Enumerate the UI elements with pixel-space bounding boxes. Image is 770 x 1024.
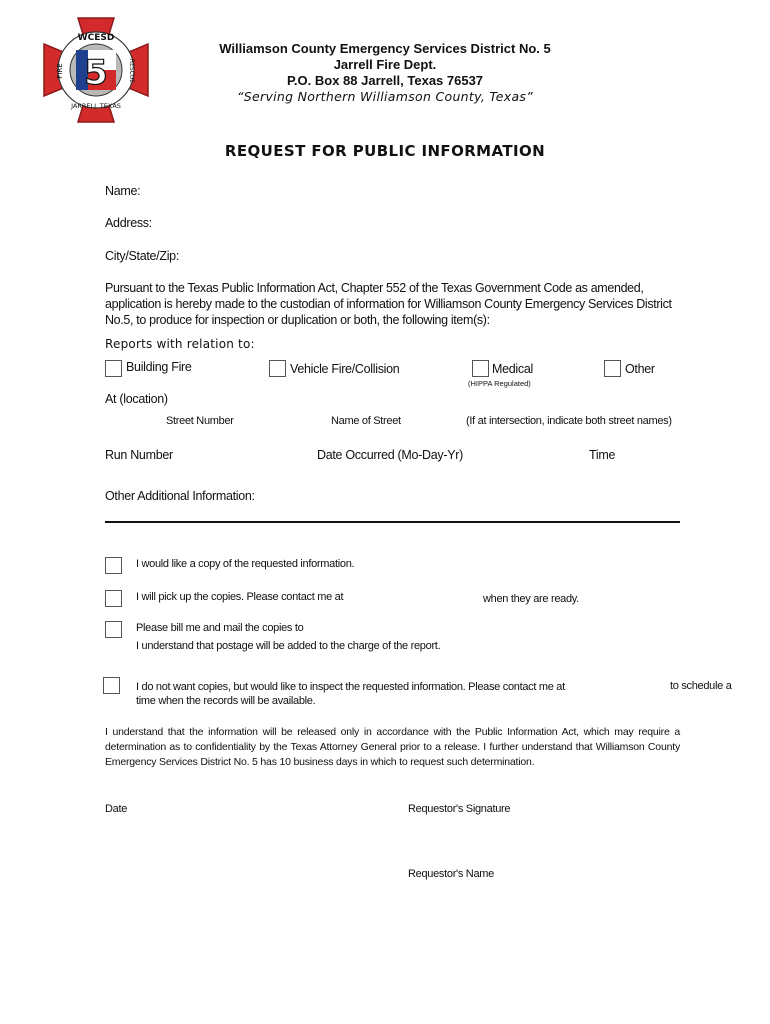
requestor-name-label: Requestor's Name xyxy=(408,868,494,880)
copy-request-checkbox[interactable] xyxy=(105,557,122,574)
copy-request-label: I would like a copy of the requested information. xyxy=(136,558,355,570)
time-label: Time xyxy=(589,448,616,462)
inspect-label-line2: time when the records will be available. xyxy=(136,695,316,707)
header-department: Jarrell Fire Dept. xyxy=(333,57,437,72)
medical-checkbox[interactable] xyxy=(472,360,489,377)
other-label: Other xyxy=(625,362,655,376)
requestor-signature-label: Requestor's Signature xyxy=(408,803,511,815)
medical-hippa-note: (HIPPA Regulated) xyxy=(468,379,531,388)
postage-note: I understand that postage will be added to the charge of the report. xyxy=(136,640,441,652)
intro-paragraph: Pursuant to the Texas Public Information Act, Chapter 552 of the Texas Government Code as amended, application is hereby made to the custodian of information for Williamson County Emergency Services District No.5, to produce for inspection or duplication or both, the following item(s): xyxy=(105,281,672,327)
date-occurred-label: Date Occurred (Mo-Day-Yr) xyxy=(317,448,463,462)
name-field-label: Name: xyxy=(105,184,141,198)
vehicle-fire-checkbox[interactable] xyxy=(269,360,286,377)
page-title: REQUEST FOR PUBLIC INFORMATION xyxy=(224,142,546,160)
other-info-line xyxy=(105,521,680,523)
pickup-label: I will pick up the copies. Please contact me at xyxy=(136,591,344,603)
building-fire-label: Building Fire xyxy=(126,360,192,374)
street-name-label: Name of Street xyxy=(331,415,401,427)
inspect-checkbox[interactable] xyxy=(103,677,120,694)
pickup-suffix: when they are ready. xyxy=(483,593,579,605)
logo-bottom-text: JARRELL TEXAS xyxy=(71,102,121,110)
vehicle-fire-label: Vehicle Fire/Collision xyxy=(290,362,400,376)
address-field-label: Address: xyxy=(105,216,152,230)
other-info-label: Other Additional Information: xyxy=(105,489,255,503)
logo-top-text: WCESD xyxy=(77,33,115,43)
header-address: P.O. Box 88 Jarrell, Texas 76537 xyxy=(286,73,484,88)
inspect-suffix: to schedule a xyxy=(670,680,732,692)
logo-left-text: FIRE xyxy=(56,63,64,79)
building-fire-checkbox[interactable] xyxy=(105,360,122,377)
date-label: Date xyxy=(105,803,128,815)
other-checkbox[interactable] xyxy=(604,360,621,377)
mail-copies-checkbox[interactable] xyxy=(105,621,122,638)
medical-label: Medical xyxy=(492,362,533,376)
header-district-name: Williamson County Emergency Services District No. 5 xyxy=(219,41,551,56)
location-heading: At (location) xyxy=(105,392,168,406)
run-number-label: Run Number xyxy=(105,448,173,462)
pickup-checkbox[interactable] xyxy=(105,590,122,607)
header-tagline: “Serving Northern Williamson County, Texas” xyxy=(237,89,533,104)
disclaimer-paragraph: I understand that the information will be released only in accordance with the Public Information Act, which may require a determination as to confidentiality by the Texas Attorney General prior to a release. I further understand that Williamson County Emergency Services District No. 5 has 10 business days in which to request such determination. xyxy=(105,726,680,768)
logo-number: 5 xyxy=(84,53,108,93)
street-number-label: Street Number xyxy=(166,415,234,427)
inspect-label: I do not want copies, but would like to inspect the requested information. Please contact me at xyxy=(136,681,565,693)
intersection-note: (If at intersection, indicate both street names) xyxy=(466,415,672,427)
reports-heading: Reports with relation to: xyxy=(105,337,255,351)
city-state-zip-field-label: City/State/Zip: xyxy=(105,249,179,263)
wcesd-fire-rescue-logo xyxy=(40,14,152,126)
logo-right-text: RESCUE xyxy=(128,58,135,84)
mail-copies-label: Please bill me and mail the copies to xyxy=(136,622,304,634)
